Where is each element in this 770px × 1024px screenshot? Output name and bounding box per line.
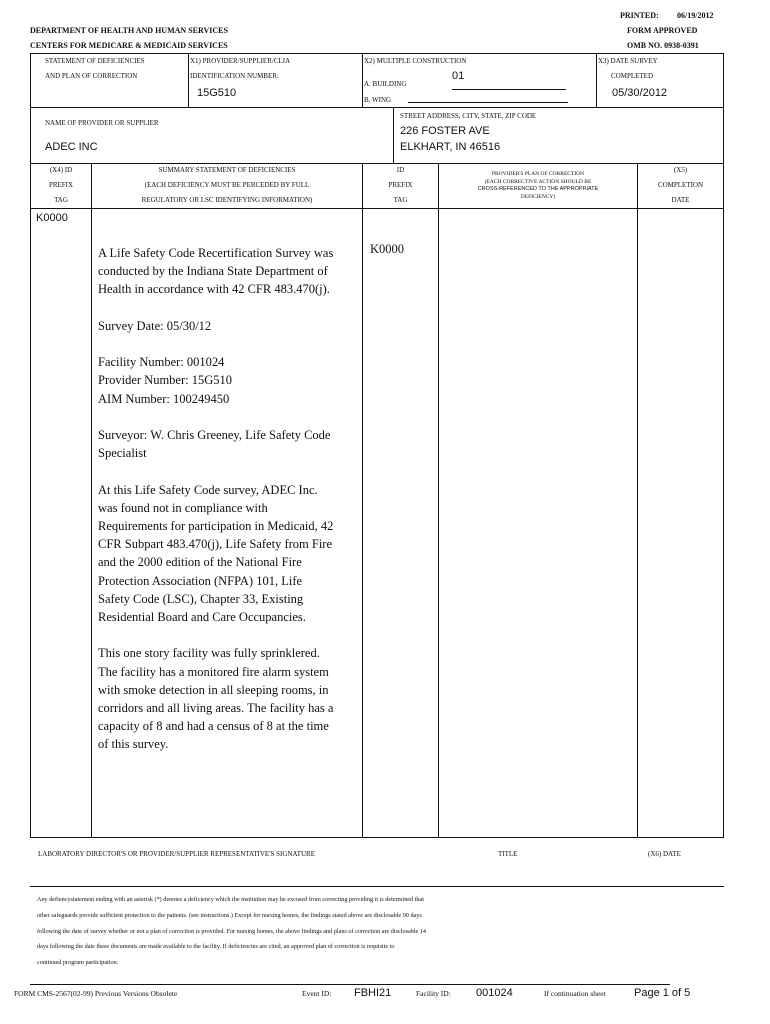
x4-label-3: TAG [54,196,68,204]
event-id-value: FBHI21 [354,987,392,999]
plan-label-3: CROSS-REFERENCED TO THE APPROPRIATE [477,186,599,192]
centers-title: CENTERS FOR MEDICARE & MEDICAID SERVICES [30,41,228,50]
summary-label-1: SUMMARY STATEMENT OF DEFICIENCIES [158,166,296,174]
plan-label-4: DEFICIENCY) [520,194,556,200]
paragraph-compliance: At this Life Safety Code survey, ADEC Inc. was found not in compliance with Requirements for participation in Medicaid, 42 CFR Subpart 483.470(j), Life Safety from Fire and the 2000 edition of the National Fire Protection Association (NFPA) 101, Life Safety Code (LSC), Chapter 33, Existing Residential Board and Care Occupancies. [98,482,334,624]
disclaimer-line-3: following the date of survey whether or not a plan of correction is provided. For nursing homes, the above findings and plans of correction are disclosable 14 [37,928,427,935]
summary-label-2: (EACH DEFICIENCY MUST BE PERCEDED BY FULL [144,181,310,189]
disclaimer-line-4: days following the date these documents are made available to the facility. If deficiencies are cited, an approved plan of correction is requisite to [37,943,395,950]
printed-date: 06/19/2012 [677,11,714,20]
plan-label: AND PLAN OF CORRECTION [45,72,138,80]
x2-label: X2) MULTIPLE CONSTRUCTION [364,57,467,65]
x1-label: X1) PROVIDER/SUPPLIER/CLIA [190,57,291,65]
continuation-label: If continuation sheet [544,989,606,998]
wing-label: B. WING [364,96,392,104]
date-label: (X6) DATE [648,850,681,858]
address-line-2: ELKHART, IN 46516 [400,141,501,153]
disclaimer-line-5: continued program participation. [37,959,119,966]
x1-label-2: IDENTIFICATION NUMBER: [190,72,279,80]
page-number: Page 1 of 5 [634,987,691,999]
statement-label: STATEMENT OF DEFICIENCIES [45,57,145,65]
x4-label-1: (X4) ID [49,166,73,174]
x5-label-1: (X5) [673,166,688,174]
id-label-1: ID [396,166,405,174]
right-tag: K0000 [370,242,405,256]
disclaimer-line-2: other safeguards provide sufficient protection to the patients. (see instructions.) Except for nursing homes, the findings stated above are disclosable 90 days [37,912,422,919]
id-label-3: TAG [393,196,408,204]
omb-number: OMB NO. 0938-0391 [627,41,699,50]
event-id-label: Event ID: [302,989,332,998]
department-title: DEPARTMENT OF HEALTH AND HUMAN SERVICES [30,26,228,35]
paragraph-survey-date: Survey Date: 05/30/12 [98,318,212,333]
facility-id-label: Facility ID: [416,989,451,998]
building-label: A. BUILDING [364,80,407,88]
director-signature-label: LABORATORY DIRECTOR'S OR PROVIDER/SUPPLIER REPRESENTATIVE'S SIGNATURE [38,850,316,858]
x4-label-2: PREFIX [48,181,74,189]
left-tag: K0000 [36,212,68,224]
paragraph-surveyor: Surveyor: W. Chris Greeney, Life Safety Code Specialist [98,427,331,461]
x5-label-2: COMPLETION [657,181,704,189]
disclaimer-line-1: Any defiencystatement ending with an asterisk (*) denotes a deficiency which the institution may be excused from correcting providing it is determined that [37,896,424,903]
paragraph-intro: A Life Safety Code Recertification Survey was conducted by the Indiana State Department of Health in accordance with 42 CFR 483.470(j). [98,246,334,297]
provider-name-label: NAME OF PROVIDER OR SUPPLIER [45,119,159,127]
printed-label: PRINTED: [620,11,659,20]
building-value: 01 [452,70,465,82]
survey-date: 05/30/2012 [612,87,668,99]
plan-label-1: PROVIDER'S PLAN OF CORRECTION [491,171,585,177]
provider-number: 15G510 [197,87,237,99]
id-label-2: PREFIX [388,181,413,189]
title-label: TITLE [498,850,518,858]
x3-label: X3) DATE SURVEY [598,57,658,65]
address-label: STREET ADDRESS, CITY, STATE, ZIP CODE [400,112,537,120]
form-approved: FORM APPROVED [627,26,698,35]
deficiency-summary [98,244,336,772]
x5-label-3: DATE [671,196,690,204]
provider-name: ADEC INC [45,141,98,153]
paragraph-facility-description: This one story facility was fully sprinklered. The facility has a monitored fire alarm system with smoke detection in all sleeping rooms, in corridors and all living areas. The facility has a capacity of 8 and had a census of 8 at the time of this survey. [98,646,334,752]
plan-label-2: (EACH CORRECTIVE ACTION SHOULD BE [484,179,592,185]
x3-label-2: COMPLETED [611,72,653,80]
summary-label-3: REGULATORY OR LSC IDENTIFYING INFORMATION) [141,196,313,204]
form-number: FORM CMS-2567(02-99) Previous Versions Obsolete [14,989,178,998]
paragraph-facility-numbers: Facility Number: 001024 Provider Number: 15G510 AIM Number: 100249450 [98,355,233,406]
address-line-1: 226 FOSTER AVE [400,125,490,137]
facility-id-value: 001024 [476,987,513,999]
